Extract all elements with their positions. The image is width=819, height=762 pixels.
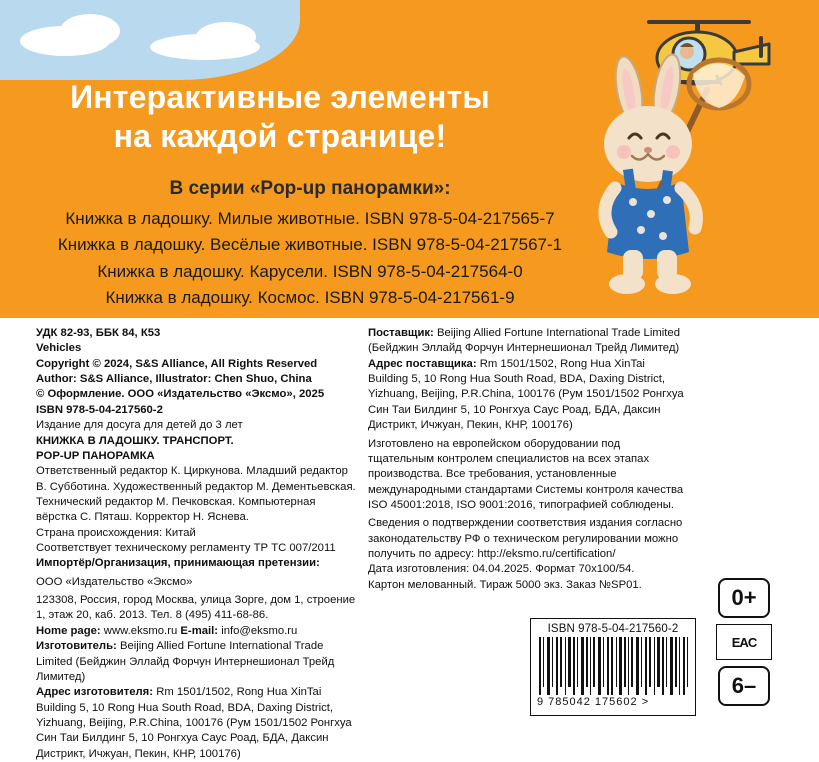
supplier-address-value: Rm 1501/1502, Rong Hua XinTai Building 5, 10 Rong Hua South Road, BDA, Daxing District, Yizhuang, Beijing, P.R.China, 100176 (Рум 1501/1502 Ронгхуа Син Таи Билдинг 5, 10 Ронгхуа Саус Роад, БДА, Даксин Дистрикт, Ичжуан, Пекин, КНР, 100176) bbox=[368, 357, 684, 432]
manufacturer-value: Beijing Allied Fortune International Trade Limited (Бейджин Эллайд Форчун Интернешионал Трейд Лимитед) bbox=[36, 640, 335, 683]
production-date: Дата изготовления: 04.04.2025. Формат 70х100/54. bbox=[368, 563, 635, 576]
eac-mark-icon: EAC bbox=[716, 624, 772, 660]
certification-statement: Сведения о подтверждении соответствия издания согласно законодательству РФ о техническом регулировании можно получить по адресу: http://eksmo.ru/certification/ bbox=[368, 517, 683, 561]
barcode-block bbox=[530, 618, 696, 716]
barcode-bars bbox=[537, 637, 689, 695]
udk-line: УДК 82-93, ББК 84, К53 bbox=[36, 327, 161, 339]
importer-label: Импортёр/Организация, принимающая претензии: bbox=[36, 557, 320, 570]
headline-line-2: на каждой странице! bbox=[113, 118, 447, 155]
cloud-shape bbox=[60, 14, 120, 48]
book-title-line-2: POP-UP ПАНОРАМКА bbox=[36, 449, 155, 462]
supplier-label: Поставщик: bbox=[368, 327, 434, 339]
supplier-row bbox=[368, 326, 686, 357]
manufacturer-label: Изготовитель: bbox=[36, 640, 117, 653]
homepage-value[interactable]: www.eksmo.ru bbox=[103, 624, 178, 637]
imprint-left-column bbox=[36, 326, 356, 762]
book-title-line-1: КНИЖКА В ЛАДОШКУ. ТРАНСПОРТ. bbox=[36, 434, 234, 447]
series-item: Книжка в ладошку. Карусели. ISBN 978-5-04-217564-0 bbox=[97, 261, 523, 281]
headline bbox=[0, 78, 560, 156]
manufacturer-address-value: Rm 1501/1502, Rong Hua XinTai Building 5, 10 Rong Hua South Road, BDA, Daxing District, Yizhuang, Beijing, P.R.China, 100176 (Рум 1501/1502 Ронгхуа Син Таи Билдинг 5, 10 Ронгхуа Саус Роад, БДА, Даксин Дистрикт, Ичжуан, Пекин, КНР, 100176) bbox=[36, 686, 352, 760]
homepage-label: Home page: bbox=[36, 624, 101, 637]
importer-address: 123308, Россия, город Москва, улица Зорге, дом 1, строение 1, этаж 20, каб. 2013. Тел. 8 (495) 411-68-86. bbox=[36, 594, 356, 622]
cloud-shape bbox=[196, 22, 256, 52]
series-title: В серии «Pop-up панорамки»: bbox=[169, 178, 451, 199]
barcode-digits: 9 785042 175602 > bbox=[537, 696, 650, 708]
email-label: E-mail: bbox=[180, 624, 219, 637]
age-badge-0plus: 0+ bbox=[718, 578, 770, 618]
technical-regulation: Соответствует техническому регламенту ТР ТС 007/2011 bbox=[36, 542, 336, 555]
supplier-value: Beijing Allied Fortune International Trade Limited (Бейджин Эллайд Форчун Интернешионал Трейд Лимитед) bbox=[368, 327, 680, 355]
headline-line-1: Интерактивные элементы bbox=[70, 79, 490, 115]
series-list bbox=[0, 206, 620, 311]
homepage-row bbox=[36, 624, 356, 639]
series-item: Книжка в ладошку. Милые животные. ISBN 978-5-04-217565-7 bbox=[65, 209, 555, 228]
isbn-line: ISBN 978-5-04-217560-2 bbox=[36, 403, 163, 416]
manufacturer-row bbox=[36, 639, 356, 685]
print-info: Картон мелованный. Тираж 5000 экз. Заказ №SP01. bbox=[368, 578, 642, 591]
manufacturer-address-label: Адрес изготовителя: bbox=[36, 686, 154, 699]
email-value[interactable]: info@eksmo.ru bbox=[221, 624, 298, 637]
copyright-line: Copyright © 2024, S&S Alliance, All Rights Reserved bbox=[36, 357, 318, 370]
series-item: Книжка в ладошку. Весёлые животные. ISBN 978-5-04-217567-1 bbox=[57, 235, 563, 255]
imprint-right-column bbox=[368, 326, 686, 593]
staff-credits: Ответственный редактор К. Циркунова. Младший редактор В. Субботина. Художественный редактор М. Дементьевская. Технический редактор М. Печковская. Компьютерная вёрстка С. Пяташ. Корректор Н. Яснева. bbox=[36, 465, 356, 524]
age-badge-6: 6– bbox=[718, 666, 770, 706]
country-of-origin: Страна происхождения: Китай bbox=[36, 526, 196, 539]
design-line: © Оформление. ООО «Издательство «Эксмо», 2025 bbox=[36, 388, 325, 401]
imprint-area bbox=[0, 318, 819, 760]
barcode-isbn-text: ISBN 978-5-04-217560-2 bbox=[547, 623, 679, 635]
supplier-address-label: Адрес поставщика: bbox=[368, 357, 477, 370]
series-item: Книжка в ладошку. Космос. ISBN 978-5-04-217561-9 bbox=[105, 288, 515, 308]
top-promo-panel bbox=[0, 0, 819, 318]
vehicles-line: Vehicles bbox=[36, 342, 82, 355]
manufacturer-address-row bbox=[36, 685, 356, 762]
edition-line: Издание для досуга для детей до 3 лет bbox=[36, 419, 243, 432]
importer-name: ООО «Издательство «Эксмо» bbox=[36, 575, 193, 588]
quality-statement: Изготовлено на европейском оборудовании под тщательным контролем специалистов на всех этапах производства. Все требования, установленные международными стандартами Системы контроля качества ISO 45001:2018, ISO 9001:2016, типографией соблюдены. bbox=[368, 437, 684, 511]
author-line: Author: S&S Alliance, Illustrator: Chen Shuo, China bbox=[36, 373, 312, 386]
supplier-address-row bbox=[368, 357, 686, 434]
